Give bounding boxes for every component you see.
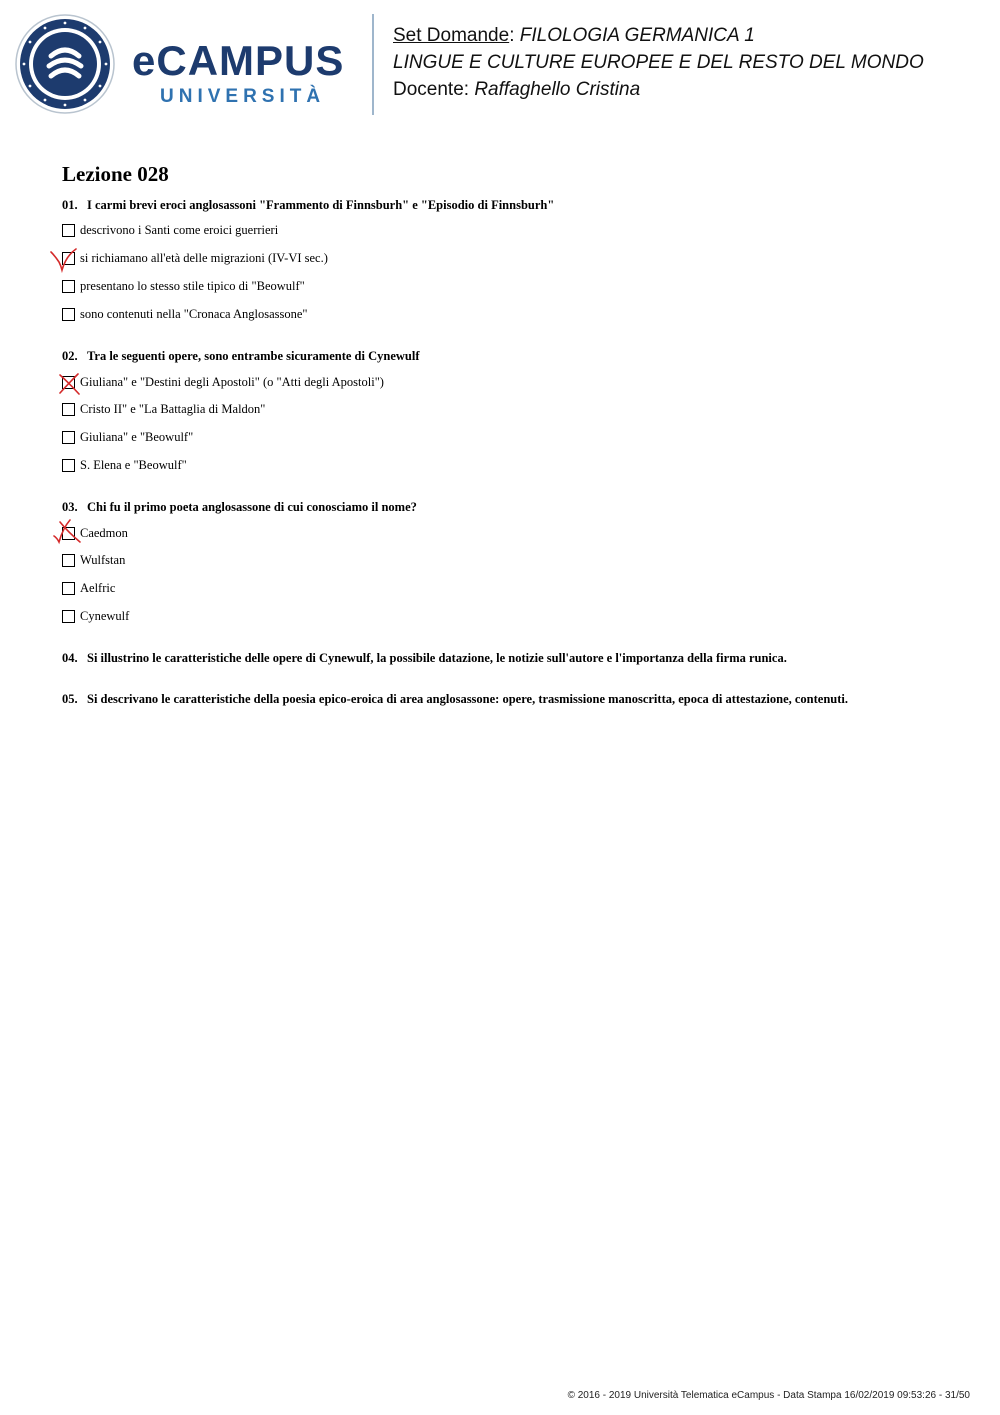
question-03	[62, 500, 417, 515]
checkbox[interactable]	[62, 403, 75, 416]
option-label: S. Elena e "Beowulf"	[80, 458, 187, 472]
question-text: I carmi brevi eroci anglosassoni "Frammento di Finnsburh" e "Episodio di Finnsburh"	[87, 198, 555, 212]
checkbox[interactable]	[62, 610, 75, 623]
option-label: Cristo II" e "La Battaglia di Maldon"	[80, 402, 266, 416]
lesson-title: Lezione 028	[62, 162, 169, 186]
checkbox[interactable]	[62, 224, 75, 237]
question-text: Tra le seguenti opere, sono entrambe sicuramente di Cynewulf	[87, 349, 420, 363]
program-name: LINGUE E CULTURE EUROPEE E DEL RESTO DEL MONDO	[393, 52, 924, 73]
question-number: 03.	[62, 500, 78, 514]
page-footer: © 2016 - 2019 Università Telematica eCampus - Data Stampa 16/02/2019 09:53:26 - 31/50	[567, 1390, 970, 1401]
logo-wordmark-text: eCAMPUS	[132, 37, 345, 84]
checkbox[interactable]	[62, 527, 75, 540]
checkbox[interactable]	[62, 308, 75, 321]
question-04	[62, 651, 787, 666]
logo-subtitle-text: UNIVERSITÀ	[160, 86, 326, 107]
checkbox[interactable]	[62, 376, 75, 389]
option-label: sono contenuti nella "Cronaca Anglosassone"	[80, 307, 308, 321]
option-label: Cynewulf	[80, 609, 130, 623]
checkbox[interactable]	[62, 459, 75, 472]
question-01	[62, 198, 554, 213]
header-info	[393, 22, 924, 103]
option-label: presentano lo stesso stile tipico di "Beowulf"	[80, 279, 305, 293]
option-label: Giuliana" e "Beowulf"	[80, 430, 194, 444]
question-05	[62, 692, 848, 707]
checkbox[interactable]	[62, 554, 75, 567]
question-number: 04.	[62, 651, 78, 665]
checkbox[interactable]	[62, 431, 75, 444]
header-divider	[372, 14, 374, 115]
option-label: Caedmon	[80, 526, 128, 540]
option-label: Aelfric	[80, 581, 116, 595]
question-text: Si illustrino le caratteristiche delle opere di Cynewulf, la possibile datazione, le notizie sull'autore e l'importanza della firma runica.	[87, 651, 787, 665]
option-label: si richiamano all'età delle migrazioni (IV-VI sec.)	[80, 251, 328, 265]
header-set-line: Set Domande: FILOLOGIA GERMANICA 1	[393, 25, 755, 46]
question-number: 05.	[62, 692, 78, 706]
header-teacher-line	[393, 76, 924, 103]
teacher-label: Docente:	[393, 79, 470, 100]
checkbox[interactable]	[62, 252, 75, 265]
checkbox[interactable]	[62, 582, 75, 595]
ecampus-wordmark	[132, 38, 357, 112]
question-text: Chi fu il primo poeta anglosassone di cui conosciamo il nome?	[87, 500, 417, 514]
question-02	[62, 349, 420, 364]
option-label: Giuliana" e "Destini degli Apostoli" (o "Atti degli Apostoli")	[80, 375, 384, 389]
ecampus-seal-logo-icon	[15, 14, 115, 114]
option-label: Wulfstan	[80, 553, 126, 567]
teacher-name: Raffaghello Cristina	[474, 79, 641, 100]
question-text: Si descrivano le caratteristiche della poesia epico-eroica di area anglosassone: opere, trasmissione manoscritta, epoca di attestazione, contenuti.	[87, 692, 849, 706]
option-label: descrivono i Santi come eroici guerrieri	[80, 223, 279, 237]
course-name: FILOLOGIA GERMANICA 1	[519, 25, 755, 46]
page-header	[0, 0, 1000, 130]
question-number: 02.	[62, 349, 78, 363]
checkbox[interactable]	[62, 280, 75, 293]
set-label: Set Domande	[393, 25, 510, 46]
question-number: 01.	[62, 198, 78, 212]
